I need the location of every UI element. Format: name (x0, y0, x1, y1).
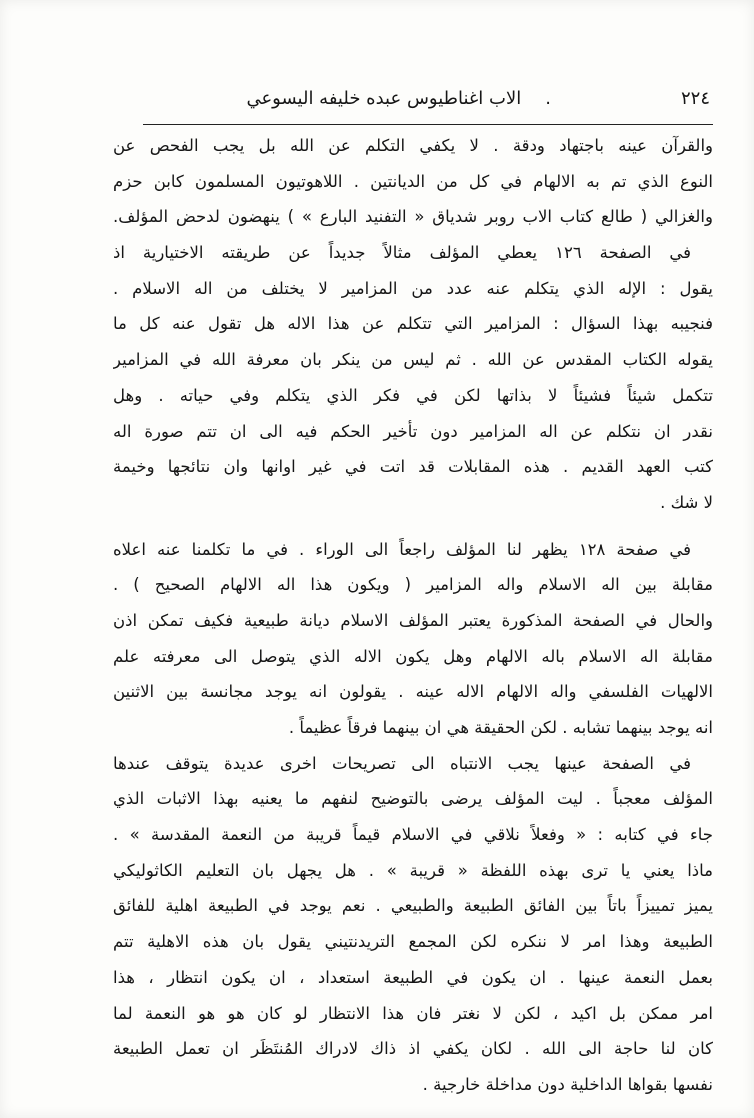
text-line: النوع الذي تم به الالهام في كل من الديانتين . اللاهوتيون المسلمون كابن حزم (113, 171, 713, 191)
text-line: والغزالي ( طالع كتاب الاب روبر شدياق « التفنيد البارع » ) ينهضون لدحض المؤلف. (113, 207, 713, 227)
text-line: نفسها بقواها الداخلية دون مداخلة خارجية . (422, 1074, 713, 1094)
running-title: الاب اغناطيوس عبده خليفه اليسوعي (246, 88, 522, 109)
text-line: انه يوجد بينهما تشابه . لكن الحقيقة هي ان بينهما فرقاً عظيماً . (288, 718, 713, 737)
text-line: في صفحة ١٢٨ يظهر لنا المؤلف راجعاً الى الوراء . في ما تكلمنا عنه اعلاه (113, 539, 691, 559)
page-header (150, 84, 710, 114)
text-line: يميز تمييزاً باتاً بين الفائق الطبيعة والطبيعي . نعم يوجد في الطبيعة اهلية للفائق (113, 896, 713, 916)
text-line: مقابلة بين اله الاسلام واله المزامير ( ويكون هذا اله الالهام الصحيح ) . (113, 575, 713, 595)
text-line: فنجيبه بهذا السؤال : المزامير التي تتكلم عن هذا الاله هل تقول عنه كل ما (113, 314, 713, 334)
text-line: يقوله الكتاب المقدس عن الله . ثم ليس من ينكر بان معرفة الله في المزامير (113, 350, 713, 370)
header-separator: . (545, 88, 551, 109)
text-line: في الصفحة عينها يجب الانتباه الى تصريحات اخرى عديدة يتوقف عندها (113, 753, 691, 773)
text-line: بعمل النعمة عينها . ان يكون في الطبيعة استعداد ، ان يكون انتظار ، هذا (113, 967, 713, 987)
paragraph-3 (113, 532, 713, 746)
text-line: كان لنا حاجة الى الله . لكان يكفي اذ ذاك لادراك المُنتَظَر ان تعمل الطبيعة (113, 1039, 713, 1059)
text-line: كتب العهد القديم . هذه المقابلات قد اتت في غير اوانها وان نتائجها وخيمة (113, 457, 713, 477)
text-line: تتكمل شيئاً فشيئاً لا بذاتها لكن في فكر الذي يتكلم وفي حياته . وهل (113, 385, 713, 405)
text-line: المؤلف معجباً . ليت المؤلف يرضى بالتوضيح لنفهم ما يعنيه بهذا الاثبات الذي (113, 789, 713, 809)
text-line: الالهيات الفلسفي واله الالهام الاله عينه . يقولون انه يوجد مجانسة بين الاثنين (113, 682, 713, 702)
paragraph-4 (113, 746, 713, 1103)
text-line: والقرآن عينه باجتهاد ودقة . لا يكفي التكلم عن الله بل يجب الفحص عن (113, 136, 713, 155)
page-body (113, 128, 713, 1103)
text-line: الطبيعة وهذا امر لا ننكره لكن المجمع التريدنتيني يقول بان هذه الاهلية تتم (113, 932, 713, 952)
text-line: جاء في كتابه : « وفعلاً نلاقي في الاسلام قيماً قريبة من النعمة المقدسة » . (113, 825, 713, 845)
paragraph-1 (113, 128, 713, 235)
text-line: لا شك . (660, 492, 713, 512)
text-line: امر ممكن بل اكيد ، لكن لا نغتر فان هذا الانتظار لو كان هو هو النعمة لما (113, 1003, 713, 1023)
text-line: ماذا يعني يا ترى بهذه اللفظة « قريبة » . هل يجهل بان التعليم الكاثوليكي (113, 860, 713, 880)
text-line: نقدر ان نتكلم عن اله المزامير دون تأخير الحكم فيه الى ان تتم صورة اله (113, 421, 713, 441)
text-line: مقابلة اله الاسلام باله الالهام وهل يكون الاله الذي يتوصل الى معرفته علم (113, 646, 713, 666)
paragraph-2 (113, 235, 713, 521)
text-line: يقول : الإله الذي يتكلم عنه عدد من المزامير لا يختلف من اله الاسلام . (113, 278, 713, 298)
text-line: والحال في الصفحة المذكورة يعتبر المؤلف الاسلام ديانة طبيعية فكيف تمكن اذن (113, 610, 713, 630)
header-rule (143, 124, 713, 125)
text-line: في الصفحة ١٢٦ يعطي المؤلف مثالاً جديداً عن طريقته الاختيارية اذ (113, 243, 691, 263)
page-number: ٢٢٤ (680, 88, 710, 109)
